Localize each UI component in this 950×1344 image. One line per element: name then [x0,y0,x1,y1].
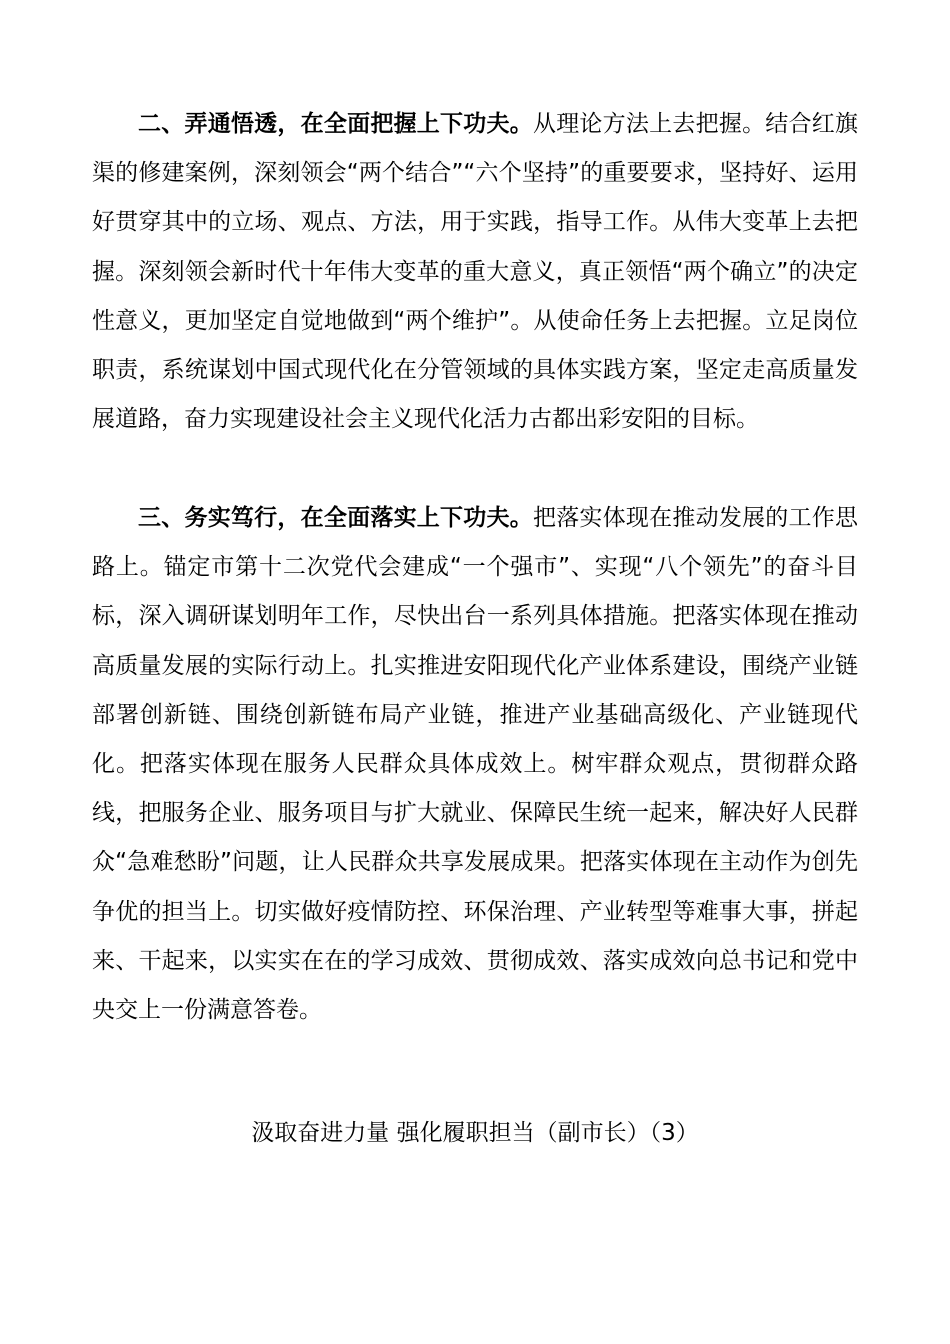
section-heading: 三、务实笃行，在全面落实上下功夫。 [138,505,533,531]
body-paragraph [92,494,858,1035]
next-article-title: 汲取奋进力量 强化履职担当（副市长）（3） [251,1120,699,1146]
section-heading: 二、弄通悟透，在全面把握上下功夫。 [138,111,533,137]
paragraph-text: 把落实体现在推动发展的工作思路上。锚定市第十二次党代会建成“一个强市”、实现“八个领先”的奋斗目标，深入调研谋划明年工作，尽快出台一系列具体措施。把落实体现在推动高质量发展的实际行动上。扎实推进安阳现代化产业体系建设，围绕产业链部署创新链、围绕创新链布局产业链，推进产业基础高级化、产业链现代化。把落实体现在服务人民群众具体成效上。树牢群众观点，贯彻群众路线，把服务企业、服务项目与扩大就业、保障民生统一起来，解决好人民群众“急难愁盼”问题，让人民群众共享发展成果。把落实体现在主动作为创先争优的担当上。切实做好疫情防控、环保治理、产业转型等难事大事，拼起来、干起来，以实实在在的学习成效、贯彻成效、落实成效向总书记和党中央交上一份满意答卷。 [92,505,859,1024]
body-paragraph [92,100,858,444]
paragraph-text: 从理论方法上去把握。结合红旗渠的修建案例，深刻领会“两个结合”“六个坚持”的重要要求，坚持好、运用好贯穿其中的立场、观点、方法，用于实践，指导工作。从伟大变革上去把握。深刻领会新时代十年伟大变革的重大意义，真正领悟“两个确立”的决定性意义，更加坚定自觉地做到“两个维护”。从使命任务上去把握。立足岗位职责，系统谋划中国式现代化在分管领域的具体实践方案，坚定走高质量发展道路，奋力实现建设社会主义现代化活力古都出彩安阳的目标。 [92,111,859,433]
